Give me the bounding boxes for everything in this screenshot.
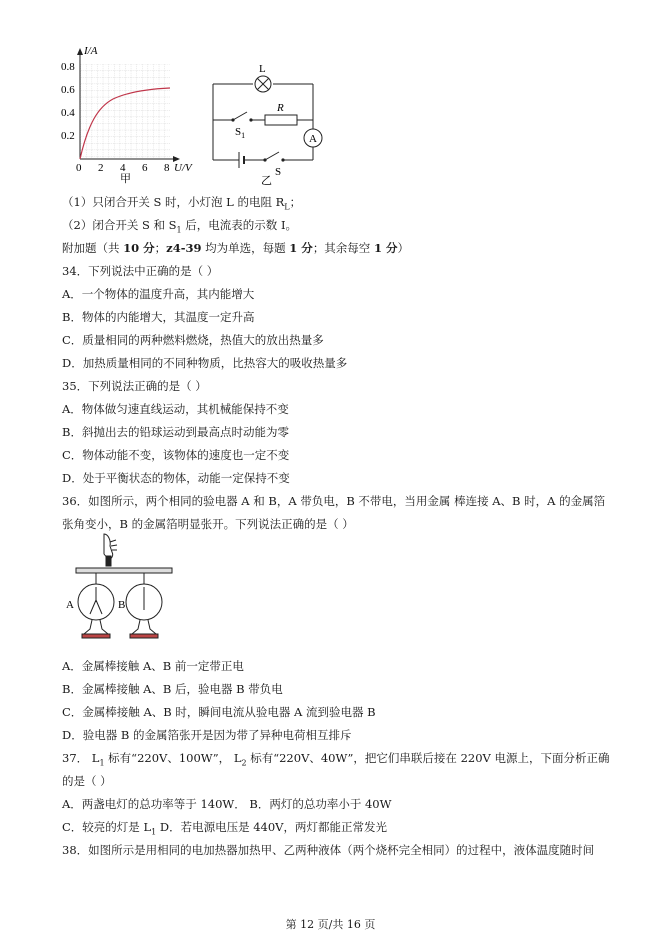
q36-option-b: B．金属棒接触 A、B 后，验电器 B 带负电 [62,682,283,696]
x-tick: 4 [120,162,126,174]
q36-option-a: A．金属棒接触 A、B 前一定带正电 [62,659,244,673]
circuit-diagram [205,62,325,186]
q37-options-cd: C．较亮的灯是 $L_1$ D．若电源电压是 440V，两灯都能正常发光 [62,820,387,837]
q34-option-d: D．加热质量相同的不同种物质，比热容大的吸收热量多 [62,356,348,370]
q37-stem-line2: 的是（ ） [62,774,112,788]
ammeter-label: A [309,133,317,145]
lamp-label: L [259,63,266,75]
y-axis-label: I/A [84,45,98,57]
q36-stem-line2: 张角变小，B 的金属箔明显张开。下列说法正确的是（ ） [62,517,354,531]
electroscope-figure [64,532,184,648]
q34-stem: 34．下列说法中正确的是（ ） [62,264,219,278]
q38-stem: 38．如图所示是用相同的电加热器加热甲、乙两种液体（两个烧杯完全相同）的过程中，液体温度随时间 [62,843,595,857]
electroscope-b-label: B [118,599,126,611]
x-tick: 8 [164,162,170,174]
switch-label: S [275,166,282,178]
q35-option-b: B．斜抛出去的铅球运动到最高点时动能为零 [62,425,289,439]
y-tick: 0.4 [61,107,75,119]
q35-stem: 35．下列说法正确的是（ ） [62,379,207,393]
q33-part1: （1）只闭合开关 S 时，小灯泡 L 的电阻 $R_L$； [62,195,302,212]
graph-caption: 甲 [120,173,131,184]
q35-option-d: D．处于平衡状态的物体，动能一定保持不变 [62,471,290,485]
q34-option-c: C．质量相同的两种燃料燃烧，热值大的放出热量多 [62,333,324,347]
q37-stem-line1: 37． $L_1$ 标有“220V、100W”， $L_2$ 标有“220V、40W”，把它们串联后接在 220V 电源上，下面分析正确 [62,751,610,768]
q36-stem-line1: 36．如图所示，两个相同的验电器 A 和 B，A 带负电，B 不带电，当用金属 棒连接 A、B 时，A 的金属箔 [62,494,606,508]
electroscope-a-label: A [66,599,74,611]
x-tick: 0 [76,162,82,174]
current-voltage-graph [58,44,208,184]
q34-option-a: A．一个物体的温度升高，其内能增大 [62,287,255,301]
q34-option-b: B．物体的内能增大，其温度一定升高 [62,310,255,324]
x-axis-label: U/V [174,162,192,174]
q33-part2: （2）闭合开关 S 和 $S_1$ 后，电流表的示数 I。 [62,218,297,235]
q36-option-c: C．金属棒接触 A、B 时，瞬间电流从验电器 A 流到验电器 B [62,705,376,719]
x-tick: 6 [142,162,148,174]
circuit-caption: 乙 [261,175,272,186]
y-tick: 0.6 [61,84,75,96]
y-tick: 0.2 [61,130,75,142]
q35-option-c: C．物体动能不变，该物体的速度也一定不变 [62,448,290,462]
x-tick: 2 [98,162,104,174]
q35-option-a: A．物体做匀速直线运动，其机械能保持不变 [62,402,289,416]
extra-section-header: 附加题（共 10 分；z4-39 均为单选，每题 1 分；其余每空 1 分） [62,241,409,255]
q36-option-d: D．验电器 B 的金属箔张开是因为带了异种电荷相互排斥 [62,728,352,742]
y-tick: 0.8 [61,61,75,73]
page-footer: 第 12 页/共 16 页 [285,918,376,931]
resistor-label: R [277,102,284,114]
switch1-label: $S_1$ [235,126,246,140]
q37-options-ab: A．两盏电灯的总功率等于 140W． B．两灯的总功率小于 40W [62,797,392,811]
